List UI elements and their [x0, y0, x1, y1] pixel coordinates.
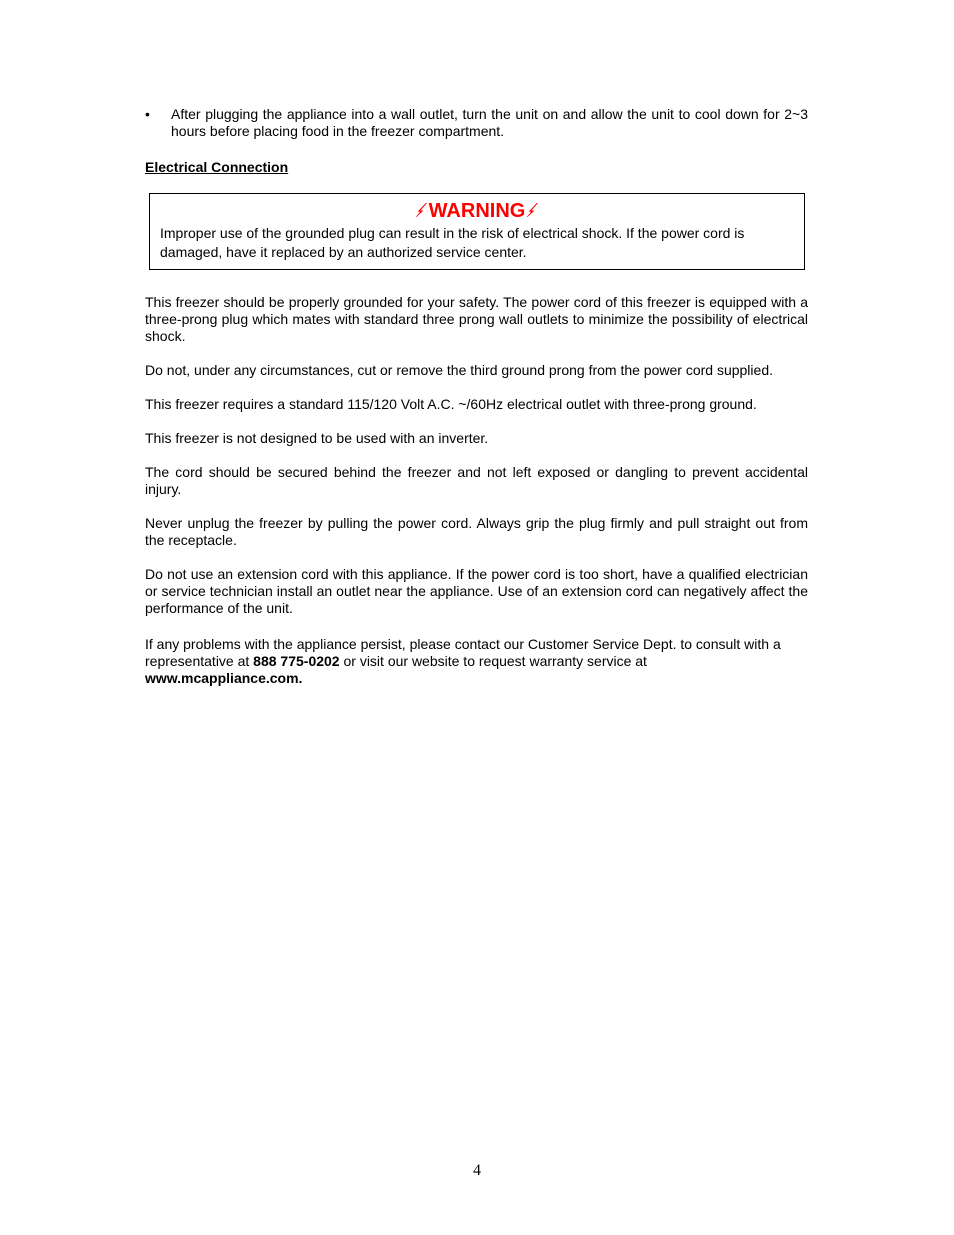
lightning-bolt-icon: [414, 202, 429, 218]
section-heading: Electrical Connection: [145, 159, 289, 175]
contact-text: If any problems with the appliance persist, please contact our Customer Service Dept. to consult with a representative at: [145, 636, 781, 669]
warning-text: Improper use of the grounded plug can result in the risk of electrical shock. If the power cord is damaged, have it replaced by an authorized service center.: [160, 225, 745, 260]
phone-number: 888 775-0202: [253, 653, 340, 669]
lightning-bolt-icon: [525, 202, 540, 218]
document-body: [145, 106, 808, 687]
list-item: [145, 106, 808, 140]
paragraph-grounding: This freezer should be properly grounded for your safety. The power cord of this freezer is equipped with a three-prong plug which mates with standard three prong wall outlets to minimize the possibility of electrical shock.: [145, 294, 808, 344]
paragraph-extension-cord: Do not use an extension cord with this appliance. If the power cord is too short, have a qualified electrician or service technician install an outlet near the appliance. Use of an extension cord can negatively affect the performance of the unit.: [145, 566, 808, 616]
paragraph-ground-prong: Do not, under any circumstances, cut or remove the third ground prong from the power cord supplied.: [145, 362, 773, 378]
paragraph-unplugging: Never unplug the freezer by pulling the power cord. Always grip the plug firmly and pull straight out from the receptacle.: [145, 515, 808, 548]
warning-title-row: [160, 200, 794, 222]
paragraph-outlet-requirement: This freezer requires a standard 115/120 Volt A.C. ~/60Hz electrical outlet with three-prong ground.: [145, 396, 757, 412]
bullet-icon: •: [145, 106, 150, 122]
paragraph-cord-secured: The cord should be secured behind the freezer and not left exposed or dangling to prevent accidental injury.: [145, 464, 808, 497]
bullet-text: After plugging the appliance into a wall outlet, turn the unit on and allow the unit to cool down for 2~3 hours before placing food in the freezer compartment.: [171, 106, 808, 139]
contact-text-continued: or visit our website to request warranty service at: [339, 653, 647, 669]
page-number: 4: [473, 1162, 481, 1179]
paragraph-inverter: This freezer is not designed to be used with an inverter.: [145, 430, 489, 446]
warning-box: [149, 193, 805, 270]
warning-title: WARNING: [428, 200, 526, 222]
website-link[interactable]: www.mcappliance.com.: [145, 670, 303, 686]
paragraph-contact: [145, 636, 808, 687]
